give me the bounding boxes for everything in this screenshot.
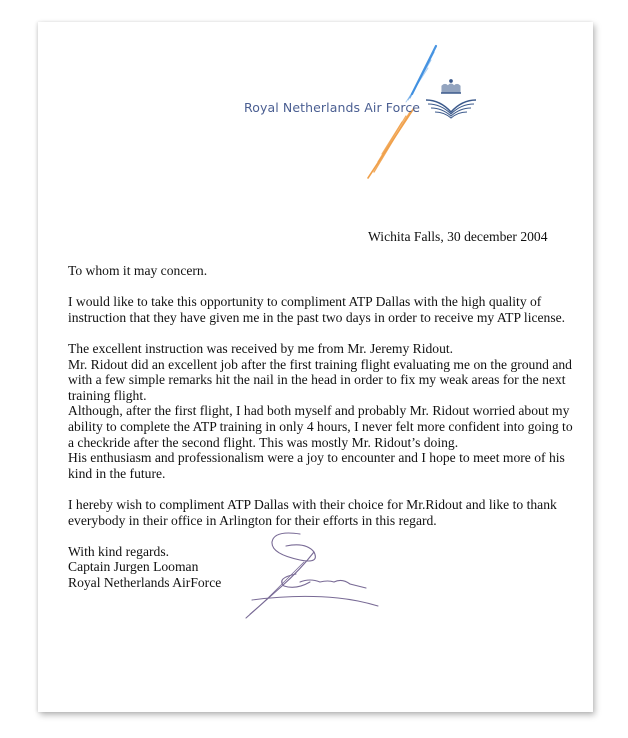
- text-line: I hereby wish to compliment ATP Dallas with their choice for Mr.Ridout and like to thank: [68, 496, 557, 512]
- paragraph-2: [68, 341, 588, 481]
- letter-page: [38, 22, 593, 712]
- text-line: Although, after the first flight, I had both myself and probably Mr. Ridout worried about my: [68, 403, 570, 419]
- text-line: I would like to take this opportunity to compliment ATP Dallas with the high quality of: [68, 294, 542, 310]
- text-line: instruction that they have given me in the past two days in order to receive my ATP license.: [68, 309, 566, 325]
- text-line: training flight.: [68, 387, 147, 403]
- paragraph-3: [68, 497, 588, 528]
- letter-body: [68, 263, 588, 606]
- signer-organization: Royal Netherlands AirForce: [68, 574, 222, 590]
- crown-winged-emblem-icon: [426, 80, 476, 118]
- signer-name: Captain Jurgen Looman: [68, 559, 199, 575]
- text-line: The excellent instruction was received by me from Mr. Jeremy Ridout.: [68, 340, 454, 356]
- closing-regards: With kind regards.: [68, 543, 170, 559]
- letterhead-logo: [38, 22, 593, 222]
- organization-name: Royal Netherlands Air Force: [244, 100, 421, 115]
- text-line: with a few simple remarks hit the nail in the head in order to fix my weak areas for the next: [68, 372, 566, 388]
- date-line: Wichita Falls, 30 december 2004: [368, 229, 548, 244]
- orange-streak-icon: [368, 108, 414, 178]
- text-line: Mr. Ridout did an excellent job after the first training flight evaluating me on the ground and: [68, 356, 572, 372]
- text-line: everybody in their office in Arlington for their efforts in this regard.: [68, 512, 437, 528]
- paragraph-1: [68, 294, 588, 325]
- text-line: ability to complete the ATP training in only 4 hours, I never felt more confident into going to: [68, 418, 573, 434]
- blue-streak-icon: [406, 46, 436, 102]
- text-line: kind in the future.: [68, 465, 166, 481]
- text-line: a checkride after the second flight. This was mostly Mr. Ridout’s doing.: [68, 434, 459, 450]
- closing-block: [68, 544, 588, 591]
- text-line: His enthusiasm and professionalism were a joy to encounter and I hope to meet more of his: [68, 450, 565, 466]
- salutation: To whom it may concern.: [68, 263, 208, 278]
